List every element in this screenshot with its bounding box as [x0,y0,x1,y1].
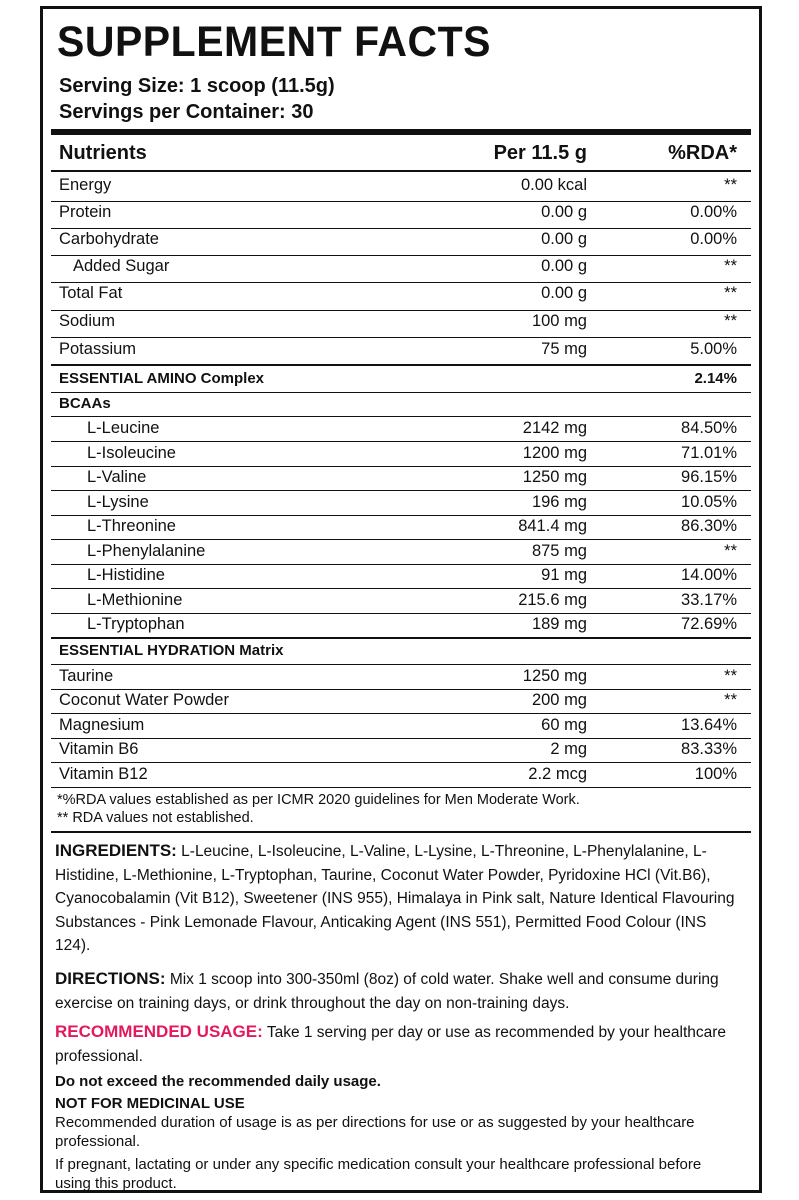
table-row: L-Phenylalanine 875 mg ** [87,542,737,560]
footnote-rda: *%RDA values established as per ICMR 2020 guidelines for Men Moderate Work. [57,792,580,808]
supplement-facts-panel [40,6,762,1193]
serving-size: Serving Size: 1 scoop (11.5g) [59,75,335,97]
row-divider [51,738,751,739]
table-row: L-Lysine 196 mg 10.05% [87,493,737,511]
duration-note: Recommended duration of usage is as per directions for use or as suggested by your healthcare professional. [55,1114,695,1150]
header-divider [51,170,751,172]
exceed-warning: Do not exceed the recommended daily usage. [55,1073,381,1090]
row-divider [51,787,751,788]
thick-divider [51,129,751,135]
row-divider [51,664,751,665]
amino-section-header: ESSENTIAL AMINO Complex 2.14% [59,370,737,387]
row-divider [51,713,751,714]
ingredients-label: INGREDIENTS: [55,841,177,860]
row-divider [51,613,751,614]
recommended-usage-block [55,1020,735,1068]
row-divider [51,416,751,417]
row-divider [51,466,751,467]
table-row: Energy 0.00 kcal ** [59,176,737,194]
ingredients-block [55,839,735,958]
recommended-usage-text: Take 1 serving per day or use as recommended by your healthcare professional. [55,1024,727,1065]
row-divider [51,515,751,516]
footnote-not-established: ** RDA values not established. [57,810,254,826]
table-row: Coconut Water Powder 200 mg ** [59,691,737,709]
row-divider [51,564,751,565]
table-header [59,142,743,166]
row-divider [51,337,751,338]
row-divider [51,539,751,540]
row-divider [51,441,751,442]
header-rda: %RDA* [668,142,737,164]
table-row: Sodium 100 mg ** [59,312,737,330]
header-nutrients: Nutrients [59,142,147,164]
table-row: L-Valine 1250 mg 96.15% [87,468,737,486]
table-row: L-Isoleucine 1200 mg 71.01% [87,444,737,462]
footnotes [57,791,745,827]
table-row: Total Fat 0.00 g ** [59,284,737,302]
row-divider [51,282,751,283]
row-divider [51,689,751,690]
row-divider [51,228,751,229]
table-row: L-Leucine 2142 mg 84.50% [87,419,737,437]
table-row: Added Sugar 0.00 g ** [73,257,737,275]
ingredients-text: L-Leucine, L-Isoleucine, L-Valine, L-Lysine, L-Threonine, L-Phenylalanine, L-Histidine, L-Methionine, L-Tryptophan, Taurine, Coconut Water Powder, Pyridoxine HCl (Vit.B6), Cyanocobalamin (Vit B12), Sweetener (INS 955), Himalaya in Pink salt, Nature Identical Flavouring Substances - Pink Lemonade Flavour, Anticaking Agent (INS 551), Permitted Food Colour (INS 124). [55,843,735,954]
pregnancy-warning: If pregnant, lactating or under any specific medication consult your healthcare professional before using this product. [55,1156,702,1192]
table-row: L-Histidine 91 mg 14.00% [87,566,737,584]
table-row: Vitamin B6 2 mg 83.33% [59,740,737,758]
recommended-usage-label: RECOMMENDED USAGE: [55,1022,263,1041]
section-divider [51,637,751,639]
section-divider [51,364,751,366]
directions-block [55,967,735,1015]
row-divider [51,255,751,256]
row-divider [51,201,751,202]
panel-title: SUPPLEMENT FACTS [57,17,491,66]
bcaa-label: BCAAs [59,395,111,412]
row-divider [51,490,751,491]
table-row: Protein 0.00 g 0.00% [59,203,737,221]
footnote-divider [51,831,751,833]
table-row: L-Methionine 215.6 mg 33.17% [87,591,737,609]
not-medicinal-warning: NOT FOR MEDICINAL USE [55,1095,245,1112]
row-divider [51,762,751,763]
directions-text: Mix 1 scoop into 300-350ml (8oz) of cold water. Shake well and consume during exercise on training days, or drink throughout the day on non-training days. [55,971,719,1012]
table-row: Vitamin B12 2.2 mcg 100% [59,765,737,783]
table-row: L-Tryptophan 189 mg 72.69% [87,615,737,633]
row-divider [51,392,751,393]
servings-per-container: Servings per Container: 30 [59,101,314,123]
directions-label: DIRECTIONS: [55,969,166,988]
table-row: Carbohydrate 0.00 g 0.00% [59,230,737,248]
table-row: Potassium 75 mg 5.00% [59,340,737,358]
row-divider [51,310,751,311]
table-row: Magnesium 60 mg 13.64% [59,716,737,734]
row-divider [51,588,751,589]
table-row: L-Threonine 841.4 mg 86.30% [87,517,737,535]
table-row: Taurine 1250 mg ** [59,667,737,685]
hydration-section-header: ESSENTIAL HYDRATION Matrix [59,642,284,659]
header-per: Per 11.5 g [493,142,587,164]
